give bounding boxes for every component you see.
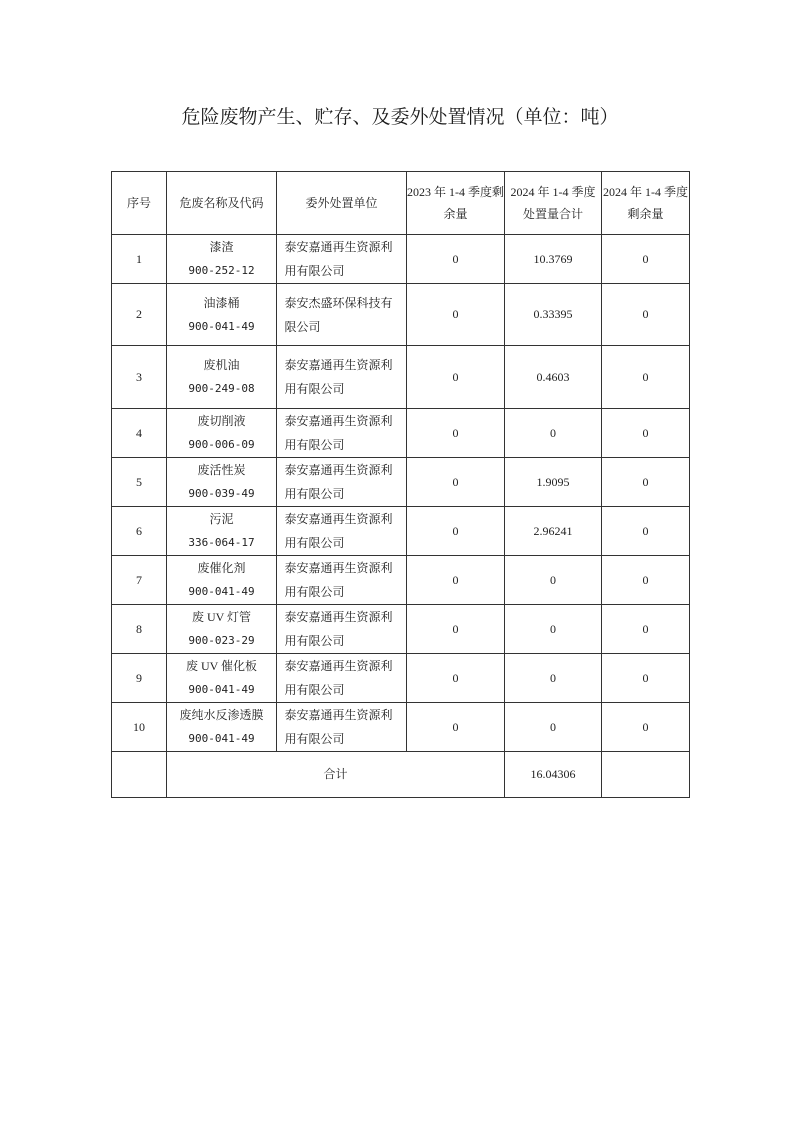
remaining-2023: 0 <box>407 284 505 346</box>
disposed-2024: 10.3769 <box>505 235 602 284</box>
disposed-2024: 0 <box>505 654 602 703</box>
row-no: 8 <box>112 605 167 654</box>
table-row <box>112 654 690 703</box>
disposed-2024: 0.33395 <box>505 284 602 346</box>
disposal-unit-cell <box>277 346 407 409</box>
header-name-code: 危废名称及代码 <box>167 172 277 235</box>
row-no: 2 <box>112 284 167 346</box>
disposal-unit-cell <box>277 703 407 752</box>
remaining-2024: 0 <box>602 605 690 654</box>
waste-name: 废 UV 灯管 <box>191 610 252 624</box>
remaining-2024: 0 <box>602 507 690 556</box>
row-no: 1 <box>112 235 167 284</box>
waste-name-code <box>167 235 277 284</box>
disposal-unit: 泰安嘉通再生资源利用有限公司 <box>284 414 393 452</box>
waste-name: 漆渣 <box>209 240 234 254</box>
remaining-2023: 0 <box>407 703 505 752</box>
table-row <box>112 605 690 654</box>
waste-code: 900-023-29 <box>188 634 255 647</box>
disposal-unit-cell <box>277 235 407 284</box>
waste-code: 900-039-49 <box>188 487 255 500</box>
waste-name-code <box>167 284 277 346</box>
disposed-2024: 0 <box>505 409 602 458</box>
waste-name-code <box>167 654 277 703</box>
disposed-2024: 0 <box>505 556 602 605</box>
waste-code: 900-041-49 <box>188 732 255 745</box>
waste-code: 900-249-08 <box>188 382 255 395</box>
table-row <box>112 458 690 507</box>
total-empty-no <box>112 752 167 798</box>
header-disposal-unit: 委外处置单位 <box>277 172 407 235</box>
remaining-2024: 0 <box>602 703 690 752</box>
disposed-2024: 1.9095 <box>505 458 602 507</box>
row-no: 5 <box>112 458 167 507</box>
remaining-2024: 0 <box>602 346 690 409</box>
disposal-unit-cell <box>277 458 407 507</box>
table-row <box>112 346 690 409</box>
waste-name-code <box>167 605 277 654</box>
waste-name: 废机油 <box>203 358 240 372</box>
disposal-unit-cell <box>277 409 407 458</box>
disposal-unit: 泰安嘉通再生资源利用有限公司 <box>284 708 393 746</box>
remaining-2023: 0 <box>407 346 505 409</box>
disposed-2024: 0 <box>505 703 602 752</box>
disposal-unit: 泰安嘉通再生资源利用有限公司 <box>284 358 393 396</box>
remaining-2024: 0 <box>602 458 690 507</box>
header-no: 序号 <box>112 172 167 235</box>
row-no: 4 <box>112 409 167 458</box>
waste-name-code <box>167 507 277 556</box>
table-row <box>112 703 690 752</box>
remaining-2024: 0 <box>602 556 690 605</box>
disposal-unit-cell <box>277 507 407 556</box>
row-no: 10 <box>112 703 167 752</box>
waste-code: 900-041-49 <box>188 683 255 696</box>
total-empty-remaining <box>602 752 690 798</box>
disposal-unit-cell <box>277 556 407 605</box>
total-disposed: 16.04306 <box>505 752 602 798</box>
total-label: 合计 <box>167 752 505 798</box>
table-body <box>112 235 690 798</box>
table-row <box>112 556 690 605</box>
row-no: 9 <box>112 654 167 703</box>
disposed-2024: 2.96241 <box>505 507 602 556</box>
disposal-unit: 泰安嘉通再生资源利用有限公司 <box>284 240 393 278</box>
table-row <box>112 507 690 556</box>
waste-name: 污泥 <box>209 512 234 526</box>
table-row <box>112 284 690 346</box>
disposal-unit-cell <box>277 605 407 654</box>
remaining-2023: 0 <box>407 654 505 703</box>
row-no: 6 <box>112 507 167 556</box>
disposal-unit: 泰安嘉通再生资源利用有限公司 <box>284 561 393 599</box>
total-row <box>112 752 690 798</box>
remaining-2023: 0 <box>407 507 505 556</box>
disposed-2024: 0 <box>505 605 602 654</box>
waste-name-code <box>167 409 277 458</box>
remaining-2024: 0 <box>602 654 690 703</box>
disposal-unit: 泰安杰盛环保科技有限公司 <box>284 295 393 334</box>
page-title: 危险废物产生、贮存、及委外处置情况（单位：吨） <box>181 106 619 128</box>
remaining-2023: 0 <box>407 235 505 284</box>
hazardous-waste-table <box>111 171 690 798</box>
table-row <box>112 409 690 458</box>
waste-name-code <box>167 556 277 605</box>
disposal-unit-cell <box>277 654 407 703</box>
remaining-2023: 0 <box>407 458 505 507</box>
header-row <box>112 172 690 235</box>
table-row <box>112 235 690 284</box>
waste-name: 废纯水反渗透膜 <box>179 708 264 722</box>
header-2023-remaining: 2023 年 1-4 季度剩余量 <box>407 172 505 235</box>
disposal-unit: 泰安嘉通再生资源利用有限公司 <box>284 659 393 697</box>
waste-code: 900-252-12 <box>188 264 255 277</box>
disposed-2024: 0.4603 <box>505 346 602 409</box>
waste-name-code <box>167 458 277 507</box>
waste-name: 油漆桶 <box>203 295 240 310</box>
disposal-unit-cell <box>277 284 407 346</box>
remaining-2023: 0 <box>407 556 505 605</box>
remaining-2024: 0 <box>602 284 690 346</box>
waste-code: 900-006-09 <box>188 438 255 451</box>
row-no: 7 <box>112 556 167 605</box>
waste-name-code <box>167 346 277 409</box>
header-2024-remaining: 2024 年 1-4 季度剩余量 <box>602 172 690 235</box>
disposal-unit: 泰安嘉通再生资源利用有限公司 <box>284 463 393 501</box>
waste-name: 废催化剂 <box>197 561 246 575</box>
waste-code: 900-041-49 <box>188 319 255 333</box>
waste-name: 废活性炭 <box>197 463 246 477</box>
waste-name: 废切削液 <box>197 414 246 428</box>
waste-code: 336-064-17 <box>188 536 255 549</box>
header-2024-disposed: 2024 年 1-4 季度处置量合计 <box>505 172 602 235</box>
disposal-unit: 泰安嘉通再生资源利用有限公司 <box>284 512 393 550</box>
disposal-unit: 泰安嘉通再生资源利用有限公司 <box>284 610 393 648</box>
waste-name-code <box>167 703 277 752</box>
remaining-2023: 0 <box>407 605 505 654</box>
row-no: 3 <box>112 346 167 409</box>
remaining-2024: 0 <box>602 409 690 458</box>
remaining-2024: 0 <box>602 235 690 284</box>
waste-name: 废 UV 催化板 <box>185 659 258 673</box>
waste-code: 900-041-49 <box>188 585 255 598</box>
remaining-2023: 0 <box>407 409 505 458</box>
